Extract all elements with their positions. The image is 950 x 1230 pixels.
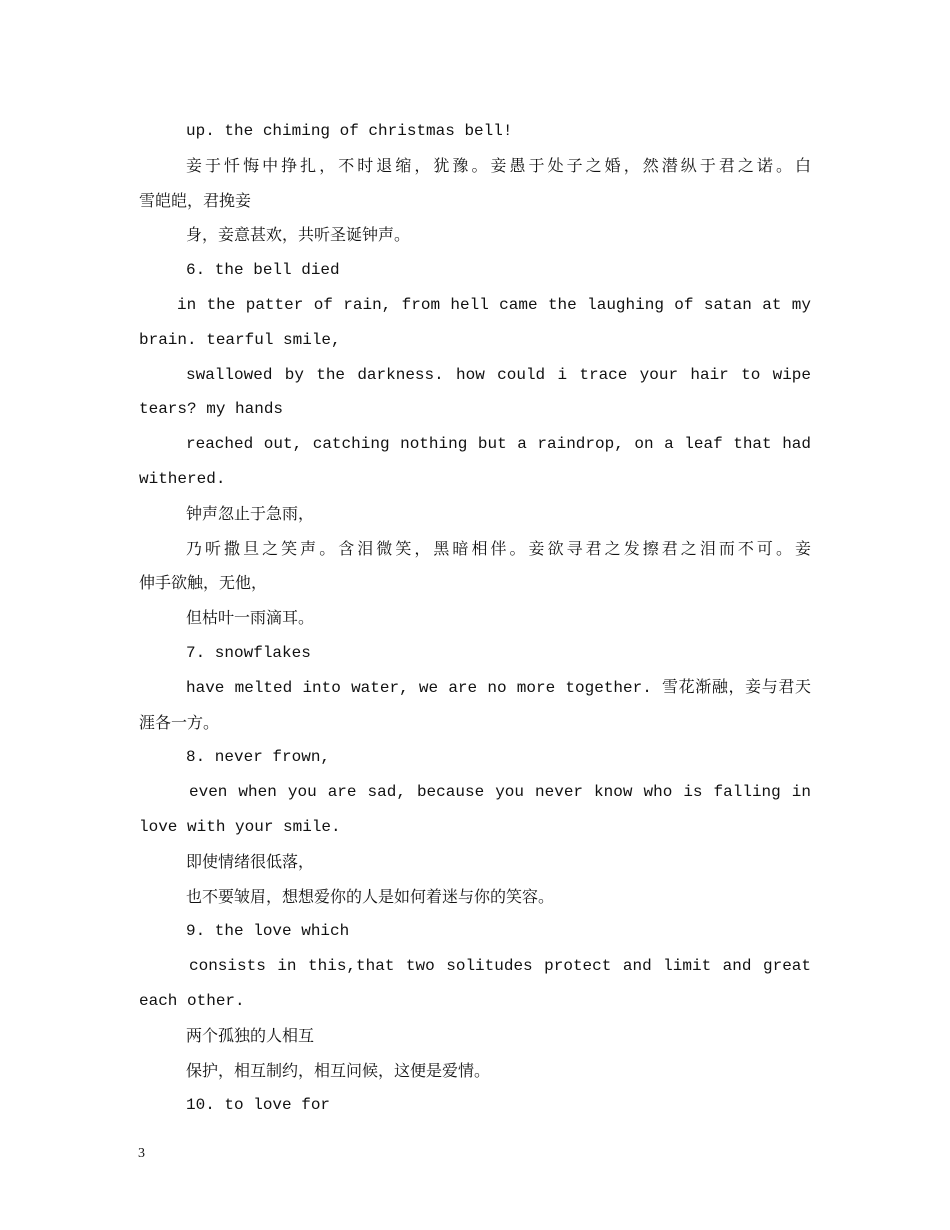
text-line: each other. [139, 991, 245, 1010]
text-line: even when you are sad, because you never know who is falling in [189, 783, 811, 802]
text-line: 6. the bell died [186, 261, 340, 280]
text-line: consists in this,that two solitudes protect and limit and great [189, 957, 811, 976]
text-line: 身，妾意甚欢，共听圣诞钟声。 [186, 225, 411, 245]
text-line: 妾于忏悔中挣扎，不时退缩，犹豫。妾愚于处子之婚，然潜纵于君之诺。白 [186, 155, 811, 175]
document-body [139, 117, 811, 1126]
text-line: 8. never frown, [186, 748, 331, 767]
text-line: 也不要皱眉，想想爱你的人是如何着迷与你的笑容。 [186, 886, 555, 906]
text-line: 两个孤独的人相互 [186, 1025, 315, 1045]
text-line: 雪皑皑，君挽妾 [139, 190, 252, 210]
text-line: tears? my hands [139, 400, 284, 419]
text-line: swallowed by the darkness. how could i trace your hair to wipe [186, 365, 811, 384]
text-line: 10. to love for [186, 1096, 331, 1115]
text-line: withered. [139, 469, 226, 488]
text-line: 乃听撒旦之笑声。含泪微笑，黑暗相伴。妾欲寻君之发擦君之泪而不可。妾 [186, 538, 811, 558]
text-line: reached out, catching nothing but a raindrop, on a leaf that had [186, 435, 811, 454]
text-line: 9. the love which [186, 922, 350, 941]
text-line: 保护，相互制约，相互问候，这便是爱情。 [186, 1060, 491, 1080]
text-line: have melted into water, we are no more together. 雪花渐融，妾与君天 [186, 678, 811, 697]
text-line: 涯各一方。 [139, 712, 220, 732]
text-line: in the patter of rain, from hell came the laughing of satan at my [177, 295, 811, 314]
text-line: 伸手欲触，无他， [139, 573, 268, 593]
page-number: 3 [138, 1146, 145, 1161]
text-line: 7. snowflakes [186, 643, 311, 662]
text-line: love with your smile. [139, 817, 341, 836]
text-line: up. the chiming of christmas bell! [186, 122, 513, 140]
text-line: brain. tearful smile, [139, 330, 341, 349]
text-line: 但枯叶一雨滴耳。 [186, 608, 315, 628]
text-line: 钟声忽止于急雨， [186, 503, 315, 523]
text-line: 即使情绪很低落， [186, 851, 315, 871]
